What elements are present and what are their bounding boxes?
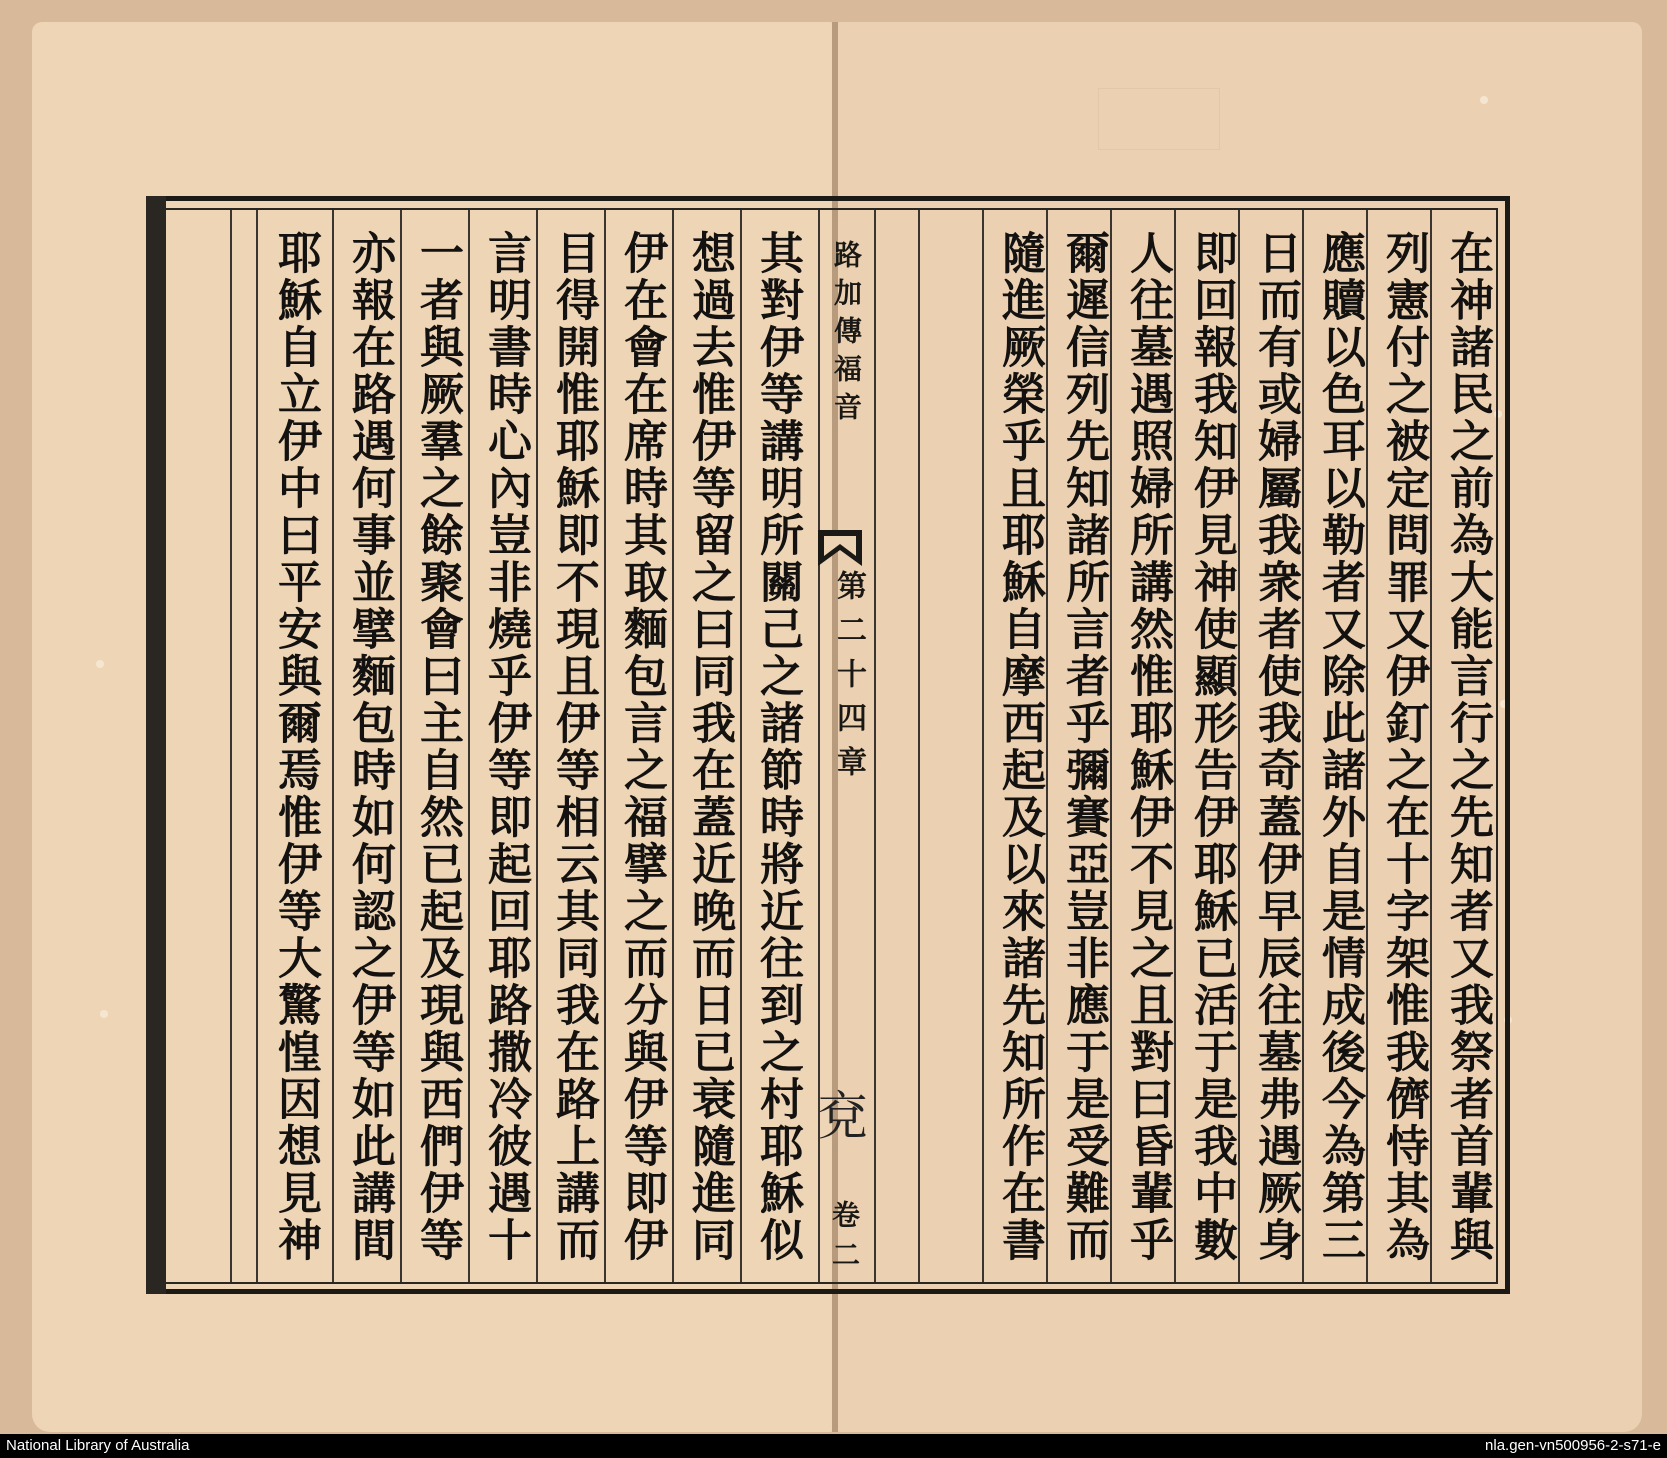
column-rule (230, 210, 232, 1282)
text-column: 耶穌自立伊中曰平安與爾焉惟伊等大驚惶因想見神 (270, 230, 321, 1264)
volume-label: 卷二 (828, 1200, 861, 1280)
footer-bar (0, 1434, 1667, 1458)
text-column: 即回報我知伊見神使顯形告伊耶穌已活于是我中數 (1186, 230, 1237, 1264)
text-column: 其對伊等講明所關己之諸節時將近往到之村耶穌似 (752, 230, 803, 1264)
text-column: 目得開惟耶穌即不現且伊等相云其同我在路上講而 (548, 230, 599, 1264)
footer-source: National Library of Australia (6, 1437, 190, 1454)
column-rule (468, 210, 470, 1282)
text-column: 在神諸民之前為大能言行之先知者又我祭者首輩與 (1442, 230, 1493, 1264)
faint-stamp (1098, 88, 1220, 150)
binding-hole (100, 1010, 108, 1018)
text-column: 亦報在路遇何事並擘麵包時如何認之伊等如此講間 (344, 230, 395, 1264)
text-column: 人往墓遇照婦所講然惟耶穌伊不見之且對曰昏輩乎 (1122, 230, 1173, 1264)
text-column: 一者與厥羣之餘聚會曰主自然已起及現與西們伊等 (412, 230, 463, 1264)
column-rule (332, 210, 334, 1282)
chapter-heading: 第二十四章 (831, 570, 866, 790)
column-rule (918, 210, 920, 1282)
footer-identifier: nla.gen-vn500956-2-s71-e (1485, 1437, 1661, 1454)
text-column: 伊在會在席時其取麵包言之福擘之而分與伊等即伊 (616, 230, 667, 1264)
text-column: 想過去惟伊等留之曰同我在蓋近晚而日已衰隨進同 (684, 230, 735, 1264)
binding-hole (96, 660, 104, 668)
text-column: 爾遲信列先知諸所言者乎彌賽亞豈非應于是受難而 (1058, 230, 1109, 1264)
page-number: 兗 (807, 1088, 867, 1140)
column-rule (982, 210, 984, 1282)
column-rule (256, 210, 258, 1282)
text-column: 言明書時心內豈非燒乎伊等即起回耶路撒冷彼遇十 (480, 230, 531, 1264)
text-column: 列憲付之被定問罪又伊釘之在十字架惟我儕恃其為 (1378, 230, 1429, 1264)
column-rule (536, 210, 538, 1282)
binding-hole (1480, 96, 1488, 104)
column-rule (400, 210, 402, 1282)
text-column: 隨進厥榮乎且耶穌自摩西起及以來諸先知所作在書 (994, 230, 1045, 1264)
fish-tail-mark-icon (804, 528, 876, 568)
book-title: 路加傳福音 (830, 240, 863, 430)
column-rule (740, 210, 742, 1282)
text-column: 日而有或婦屬我衆者使我奇蓋伊早辰往墓弗遇厥身 (1250, 230, 1301, 1264)
text-column: 應贖以色耳以勒者又除此諸外自是情成後今為第三 (1314, 230, 1365, 1264)
column-rule (672, 210, 674, 1282)
column-rule (604, 210, 606, 1282)
